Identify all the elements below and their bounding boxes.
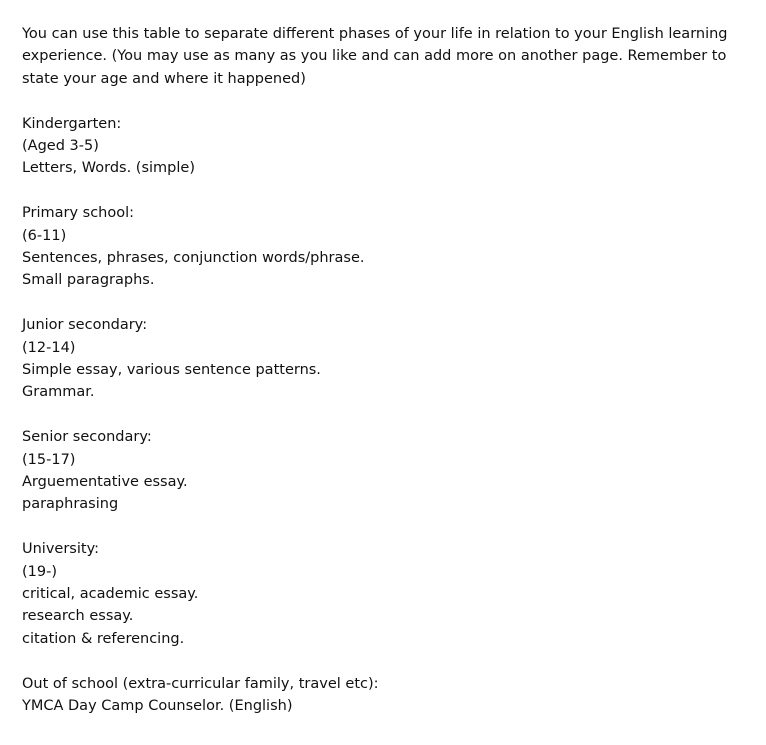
section-heading: Primary school: [22, 205, 135, 222]
section-out-of-school [22, 673, 752, 718]
section-heading: Senior secondary: [22, 429, 152, 446]
section-primary-school [22, 202, 752, 292]
section-senior-secondary [22, 426, 752, 516]
section-line: Sentences, phrases, conjunction words/phrase. [22, 250, 365, 267]
section-line: (6-11) [22, 227, 67, 244]
section-line: Letters, Words. (simple) [22, 160, 195, 177]
section-heading: Out of school (extra-curricular family, travel etc): [22, 675, 379, 692]
section-university [22, 538, 752, 650]
section-heading: University: [22, 541, 99, 558]
section-line: YMCA Day Camp Counselor. (English) [22, 698, 293, 715]
section-heading: Kindergarten: [22, 115, 122, 132]
document-body [22, 23, 752, 718]
section-line: (19-) [22, 563, 57, 580]
section-line: Arguementative essay. [22, 474, 188, 491]
intro-text: You can use this table to separate different phases of your life in relation to your English learning experience. (You may use as many as you like and can add more on another page. Remember to state your age and where it happened) [22, 26, 728, 87]
section-line: citation & referencing. [22, 630, 185, 647]
section-line: (15-17) [22, 451, 76, 468]
section-line: research essay. [22, 608, 134, 625]
section-line: critical, academic essay. [22, 586, 199, 603]
section-line: (12-14) [22, 339, 76, 356]
section-line: Small paragraphs. [22, 272, 155, 289]
section-line: paraphrasing [22, 496, 119, 513]
section-kindergarten [22, 113, 752, 180]
intro-paragraph [22, 23, 752, 90]
section-line: Grammar. [22, 384, 95, 401]
section-junior-secondary [22, 314, 752, 404]
section-line: Simple essay, various sentence patterns. [22, 362, 321, 379]
section-line: (Aged 3-5) [22, 138, 99, 155]
section-heading: Junior secondary: [22, 317, 148, 334]
